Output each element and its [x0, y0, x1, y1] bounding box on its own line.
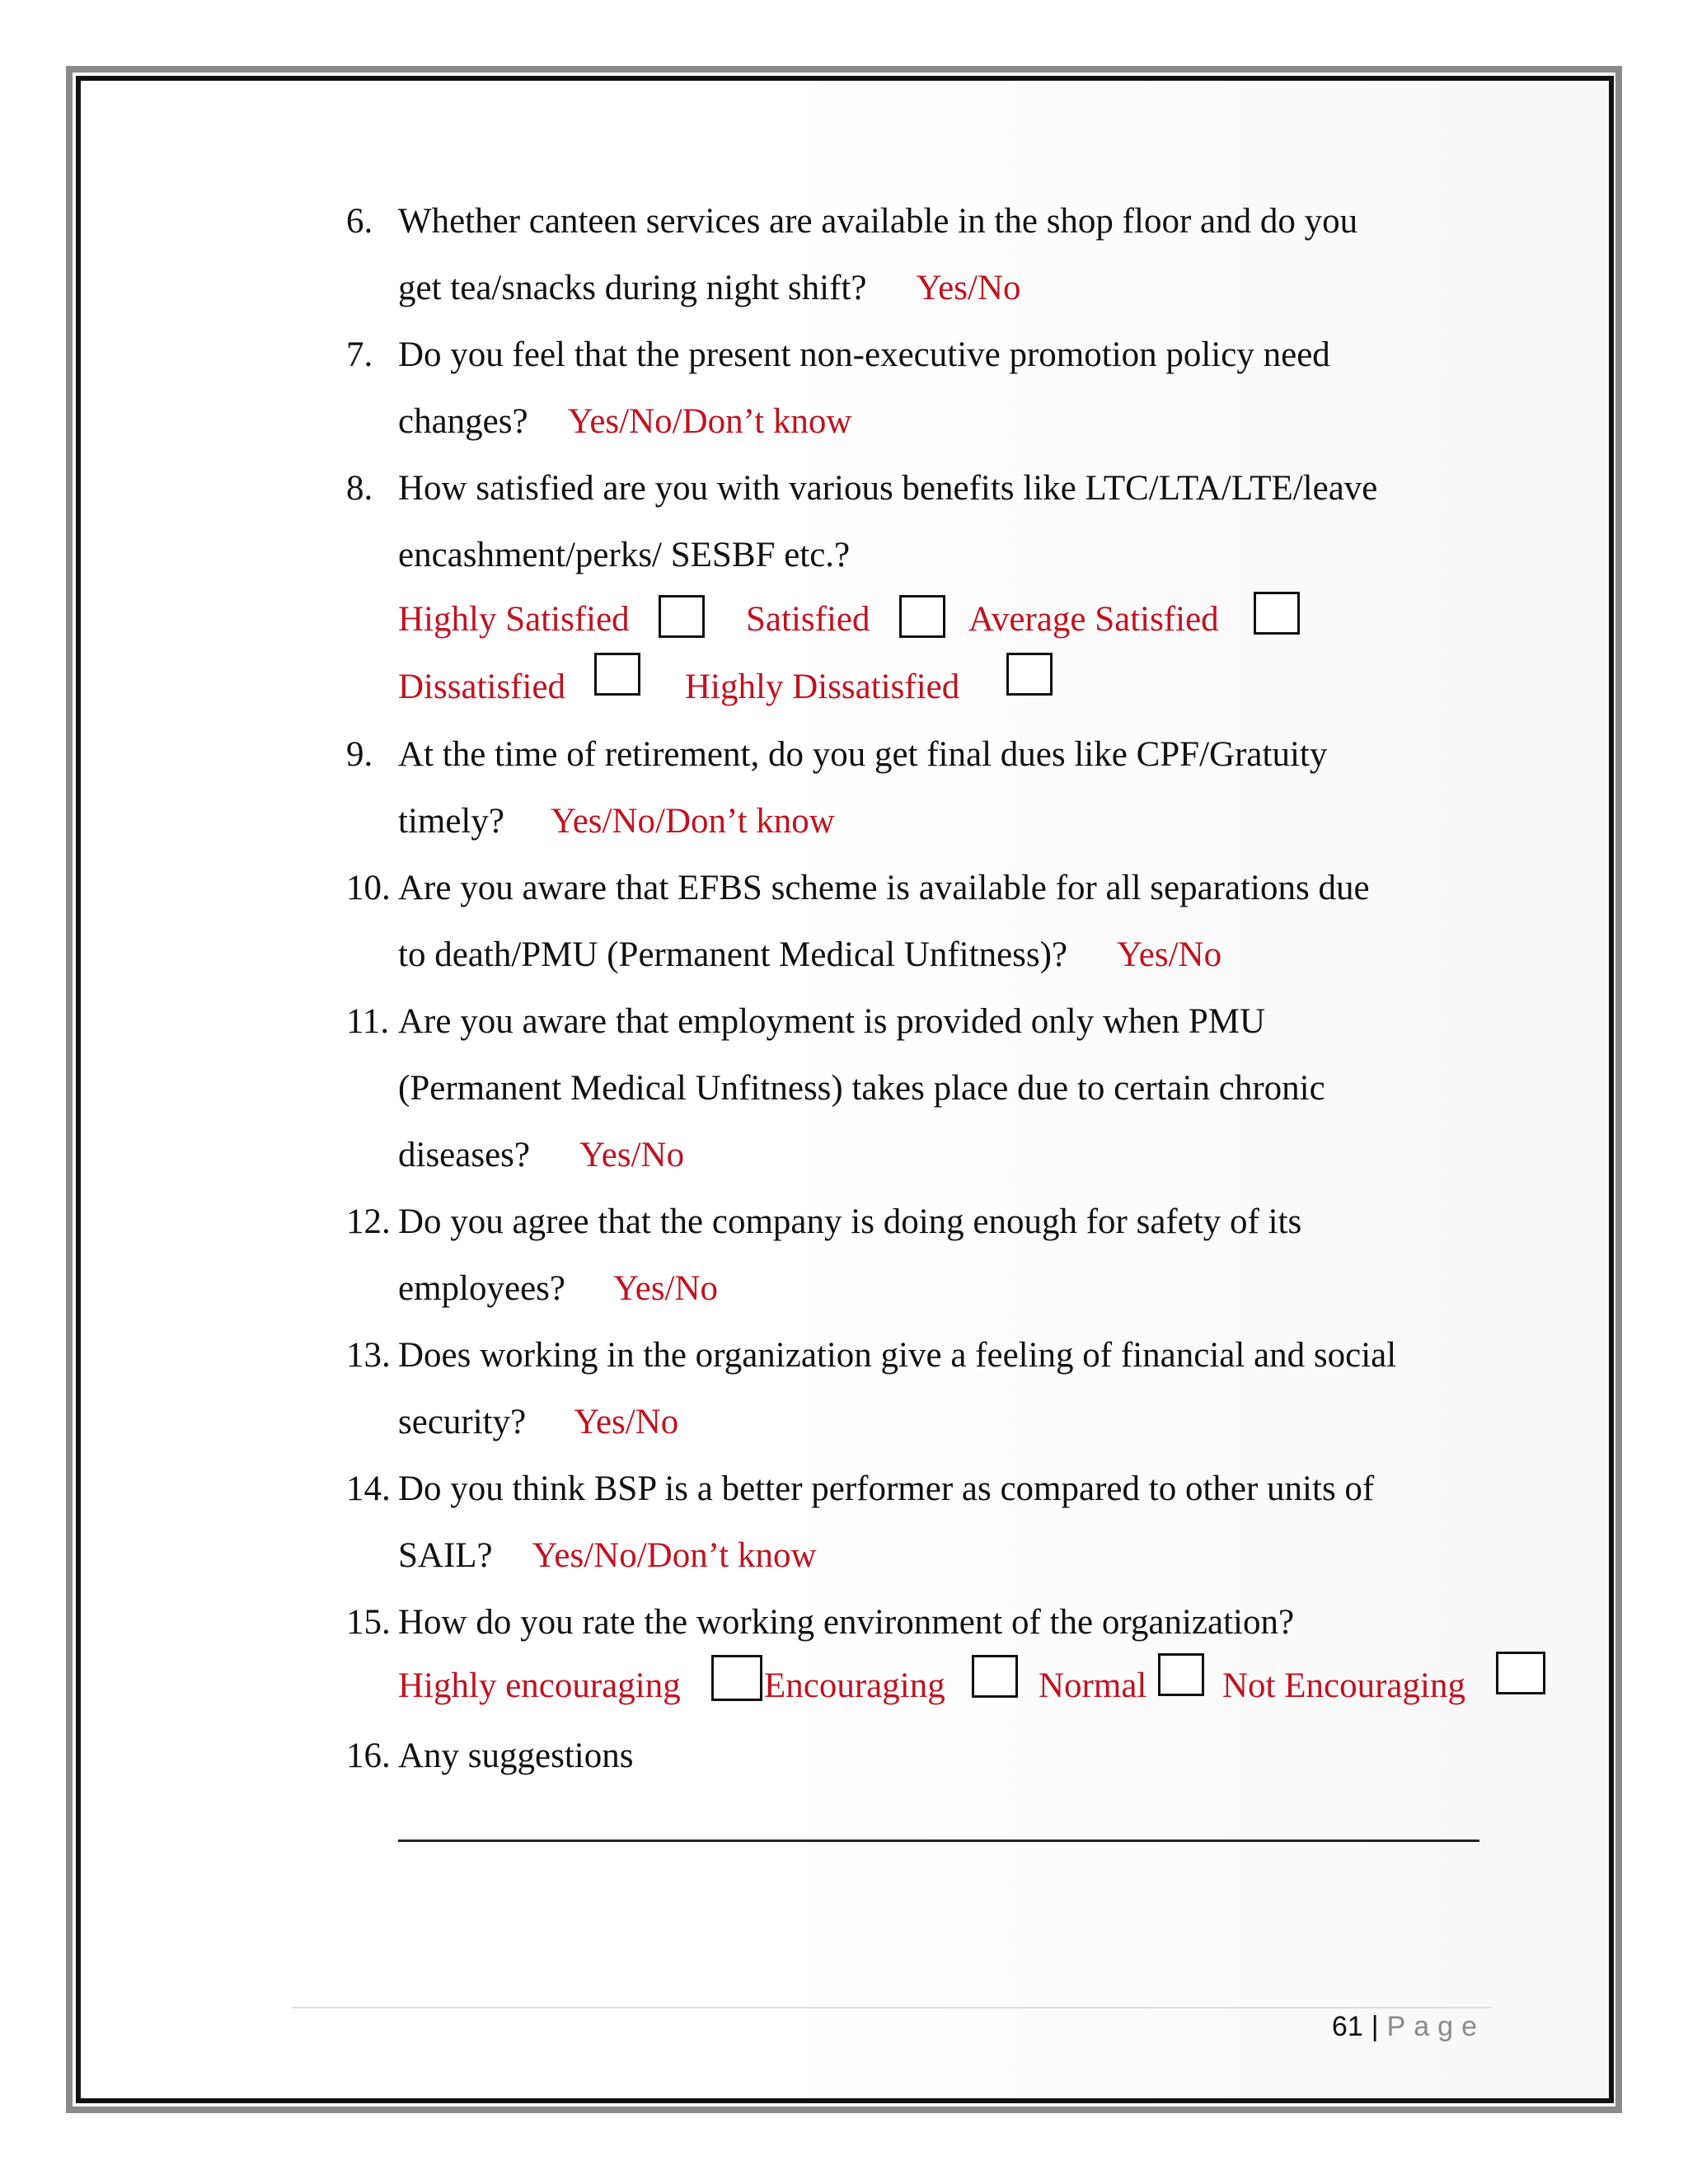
question-text: Are you aware that EFBS scheme is available for all separations due [398, 869, 1370, 907]
answer-options[interactable]: Yes/No [1117, 935, 1222, 974]
checkbox-normal[interactable] [1158, 1653, 1204, 1696]
question-text: changes? [398, 402, 528, 441]
question-text-line2 [398, 921, 1221, 988]
question-text: to death/PMU (Permanent Medical Unfitness)? [398, 935, 1068, 974]
question-text: encashment/perks/ SESBF etc.? [398, 536, 851, 574]
question-text: How satisfied are you with various benefits like LTC/LTA/LTE/leave [398, 469, 1378, 508]
option-average-satisfied: Average Satisfied [968, 600, 1219, 639]
footer-divider [293, 2007, 1492, 2008]
question-text-line2 [398, 255, 1021, 321]
question-text-line2 [398, 1522, 817, 1589]
question-text-line3 [398, 1122, 684, 1188]
page-label: Page [1386, 2011, 1485, 2042]
answer-options[interactable]: Yes/No [579, 1136, 685, 1174]
page-number: 61 [1331, 2011, 1363, 2042]
footer-separator: | [1371, 2011, 1379, 2042]
question-text: Do you think BSP is a better performer as compared to other units of [398, 1469, 1375, 1508]
question-number: 8. [346, 469, 373, 508]
checkbox-not-encouraging[interactable] [1496, 1652, 1545, 1694]
question-text: Does working in the organization give a feeling of financial and social [398, 1336, 1397, 1375]
option-encouraging: Encouraging [764, 1666, 945, 1705]
option-not-encouraging: Not Encouraging [1222, 1666, 1465, 1705]
answer-options[interactable]: Yes/No [612, 1269, 719, 1308]
question-number: 14. [346, 1469, 391, 1508]
question-text: Are you aware that employment is provided only when PMU [398, 1002, 1266, 1041]
question-number: 15. [346, 1603, 391, 1642]
question-number: 12. [346, 1202, 391, 1241]
option-dissatisfied: Dissatisfied [398, 668, 566, 706]
question-text-line2 [398, 1389, 678, 1455]
question-text: Any suggestions [398, 1736, 634, 1775]
checkbox-highly-satisfied[interactable] [659, 595, 705, 638]
checkbox-highly-dissatisfied[interactable] [1006, 653, 1053, 696]
option-satisfied: Satisfied [746, 600, 870, 639]
checkbox-highly-encouraging[interactable] [711, 1655, 762, 1701]
answer-options[interactable]: Yes/No/Don’t know [567, 402, 852, 441]
question-text: Do you feel that the present non-executive promotion policy need [398, 335, 1330, 374]
page-footer [1332, 2011, 1485, 2043]
suggestions-answer-line[interactable] [398, 1840, 1479, 1842]
question-text: (Permanent Medical Unfitness) takes place due to certain chronic [398, 1069, 1325, 1108]
question-number: 13. [346, 1336, 391, 1375]
question-text: get tea/snacks during night shift? [398, 269, 867, 307]
question-text: security? [398, 1403, 527, 1441]
question-text: Whether canteen services are available in the shop floor and do you [398, 202, 1358, 241]
option-highly-satisfied: Highly Satisfied [398, 600, 630, 639]
question-number: 9. [346, 735, 373, 774]
answer-options[interactable]: Yes/No [916, 269, 1021, 307]
question-text: diseases? [398, 1136, 530, 1174]
question-text-line2 [398, 1255, 718, 1322]
question-text: employees? [398, 1269, 565, 1308]
question-text-line2 [398, 788, 835, 855]
question-number: 11. [346, 1002, 390, 1041]
option-highly-encouraging: Highly encouraging [398, 1666, 681, 1705]
question-number: 7. [346, 335, 373, 374]
checkbox-dissatisfied[interactable] [594, 653, 640, 696]
option-highly-dissatisfied: Highly Dissatisfied [685, 668, 960, 706]
question-text: timely? [398, 802, 504, 841]
question-text: Do you agree that the company is doing enough for safety of its [398, 1202, 1302, 1241]
question-number: 10. [346, 869, 391, 907]
question-number: 16. [346, 1736, 391, 1775]
checkbox-satisfied[interactable] [899, 595, 945, 638]
question-number: 6. [346, 202, 373, 241]
question-text: At the time of retirement, do you get final dues like CPF/Gratuity [398, 735, 1328, 774]
option-normal: Normal [1039, 1666, 1147, 1705]
answer-options[interactable]: Yes/No/Don’t know [550, 802, 835, 841]
answer-options[interactable]: Yes/No/Don’t know [532, 1536, 817, 1575]
checkbox-encouraging[interactable] [972, 1655, 1018, 1698]
question-text-line2 [398, 388, 851, 455]
question-text: SAIL? [398, 1536, 493, 1575]
question-text: How do you rate the working environment of the organization? [398, 1603, 1295, 1642]
checkbox-average-satisfied[interactable] [1254, 592, 1300, 635]
answer-options[interactable]: Yes/No [574, 1403, 679, 1441]
